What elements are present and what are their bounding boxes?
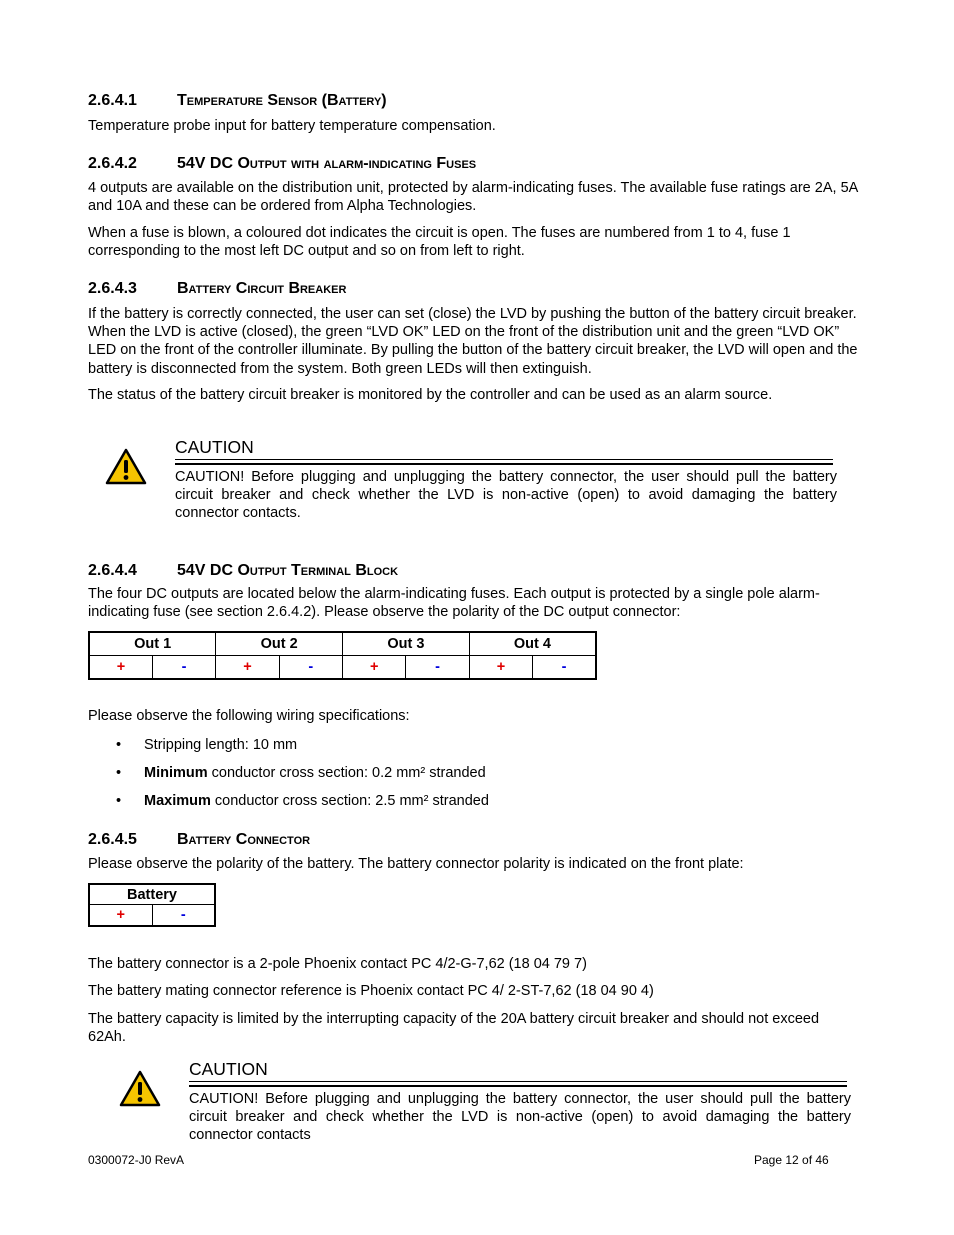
header-out-1: Out 1 — [89, 632, 216, 656]
minus-terminal: - — [279, 656, 342, 680]
section-title: Battery Connector — [177, 831, 311, 848]
minus-terminal: - — [406, 656, 469, 680]
warning-triangle-icon — [105, 448, 147, 485]
caution-title: CAUTION — [189, 1059, 268, 1079]
section-number: 2.6.4.5 — [88, 831, 137, 848]
minus-terminal: - — [152, 905, 215, 927]
wiring-spec-list — [88, 736, 489, 820]
section-title: 54V DC Output with alarm-indicating Fuses — [177, 155, 477, 172]
plus-terminal: + — [89, 905, 152, 927]
list-item-text: conductor cross section: 2.5 mm² stranded — [210, 793, 489, 809]
plus-terminal: + — [469, 656, 532, 680]
list-item — [88, 792, 489, 820]
table-header-row — [89, 884, 215, 905]
bullet: • — [116, 765, 122, 781]
header-out-2: Out 2 — [216, 632, 343, 656]
list-item-text: conductor cross section: 0.2 mm² stranded — [207, 765, 486, 781]
list-item-text: Stripping length: 10 mm — [144, 737, 298, 753]
heading-2-6-4-1 — [88, 92, 387, 110]
section-number: 2.6.4.3 — [88, 280, 137, 297]
section-title: 54V DC Output Terminal Block — [177, 562, 399, 579]
list-item-bold: Maximum — [144, 793, 211, 809]
footer-doc-number: 0300072-J0 RevA — [88, 1153, 185, 1167]
paragraph: 4 outputs are available on the distribution unit, protected by alarm-indicating fuses. The available fuse ratings are 2A, 5A and 10A and these can be ordered from Alpha Technologies. — [88, 180, 858, 215]
header-battery: Battery — [89, 884, 215, 905]
section-title: Battery Circuit Breaker — [177, 280, 347, 297]
plus-terminal: + — [343, 656, 406, 680]
table-header-row — [89, 632, 596, 656]
header-out-3: Out 3 — [343, 632, 470, 656]
plus-terminal: + — [89, 656, 152, 680]
battery-polarity-table — [88, 883, 216, 927]
section-number: 2.6.4.4 — [88, 562, 137, 579]
heading-2-6-4-2 — [88, 155, 476, 173]
heading-2-6-4-3 — [88, 280, 346, 298]
paragraph: The status of the battery circuit breaker is monitored by the controller and can be used as an alarm source. — [88, 387, 773, 403]
warning-triangle-icon — [119, 1070, 161, 1107]
heading-2-6-4-5 — [88, 831, 310, 849]
section-number: 2.6.4.2 — [88, 155, 137, 172]
plus-terminal: + — [216, 656, 279, 680]
paragraph: When a fuse is blown, a coloured dot indicates the circuit is open. The fuses are numbered from 1 to 4, fuse 1 corresponding to the most left DC output and so on from left to right. — [88, 225, 791, 260]
bullet: • — [116, 793, 122, 809]
heading-2-6-4-4 — [88, 562, 398, 580]
table-row — [89, 656, 596, 680]
list-item-bold: Minimum — [144, 765, 208, 781]
header-out-4: Out 4 — [469, 632, 596, 656]
list-item — [88, 736, 489, 764]
bullet: • — [116, 737, 122, 753]
section-title: Temperature Sensor (Battery) — [177, 92, 387, 109]
caution-text: CAUTION! Before plugging and unplugging the battery connector, the user should pull the battery circuit breaker and check whether the LVD is non-active (open) to avoid damaging the battery connector contacts — [189, 1091, 851, 1144]
paragraph: Temperature probe input for battery temperature compensation. — [88, 118, 496, 134]
table-row — [89, 905, 215, 927]
footer-page-number: Page 12 of 46 — [754, 1153, 829, 1167]
output-polarity-table — [88, 631, 597, 680]
caution-title: CAUTION — [175, 437, 254, 457]
list-item — [88, 764, 489, 792]
caution-rule — [175, 459, 833, 465]
paragraph: Please observe the following wiring specifications: — [88, 708, 410, 724]
section-number: 2.6.4.1 — [88, 92, 137, 109]
paragraph: If the battery is correctly connected, the user can set (close) the LVD by pushing the button of the battery circuit breaker. When the LVD is active (closed), the green “LVD OK” LED on the front of the distribution unit and the green “LVD OK” LED on the front of the controller illuminate. By pulling the button of the battery circuit breaker, the LVD will open and the battery is disconnected from the system. Both green LEDs will then extinguish. — [88, 306, 858, 377]
paragraph: The four DC outputs are located below the alarm-indicating fuses. Each output is protected by a single pole alarm-indicating fuse (see section 2.6.4.2). Please observe the polarity of the DC output connector: — [88, 586, 820, 621]
paragraph: The battery connector is a 2-pole Phoenix contact PC 4/2-G-7,62 (18 04 79 7) — [88, 956, 587, 972]
paragraph: The battery mating connector reference is Phoenix contact PC 4/ 2-ST-7,62 (18 04 90 4) — [88, 983, 654, 999]
paragraph: The battery capacity is limited by the interrupting capacity of the 20A battery circuit breaker and should not exceed 62Ah. — [88, 1011, 820, 1046]
minus-terminal: - — [533, 656, 596, 680]
caution-rule — [189, 1081, 847, 1087]
caution-text: CAUTION! Before plugging and unplugging the battery connector, the user should pull the battery circuit breaker and check whether the LVD is non-active (open) to avoid damaging the battery connector contacts. — [175, 469, 837, 522]
paragraph: Please observe the polarity of the battery. The battery connector polarity is indicated on the front plate: — [88, 856, 744, 872]
minus-terminal: - — [152, 656, 215, 680]
